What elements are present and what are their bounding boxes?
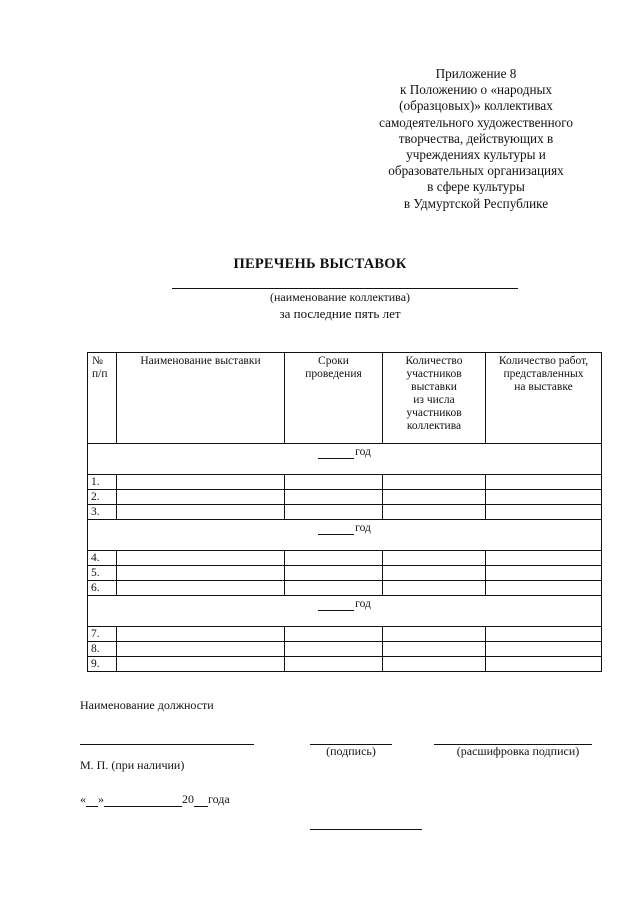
cell-participants[interactable] (383, 551, 486, 566)
table-header-row (88, 353, 602, 444)
appendix-line: творчества, действующих в (398, 130, 554, 146)
header-number: № п/п (88, 353, 117, 444)
exhibitions-table (87, 352, 602, 672)
appendix-line: к Положению о «народных (400, 82, 552, 98)
cell-works[interactable] (486, 566, 602, 581)
date-century: 20 (182, 792, 194, 806)
header-works: Количество работ, представленных на выставке (486, 353, 602, 444)
cell-participants[interactable] (383, 642, 486, 657)
cell-participants[interactable] (383, 505, 486, 520)
table-row (88, 581, 602, 596)
table-row (88, 475, 602, 490)
date-close-quote: » (98, 792, 104, 806)
appendix-line: в сфере культуры (427, 179, 525, 195)
cell-dates[interactable] (285, 657, 383, 672)
cell-works[interactable] (486, 627, 602, 642)
date-open-quote: « (80, 792, 86, 806)
row-number: 2. (88, 490, 117, 505)
year-row (88, 444, 602, 475)
table-row (88, 505, 602, 520)
cell-exhibition-name[interactable] (117, 642, 285, 657)
signature-decode-caption: (расшифровка подписи) (456, 744, 580, 758)
cell-works[interactable] (486, 490, 602, 505)
collective-name-caption: (наименование коллектива) (269, 290, 411, 304)
cell-exhibition-name[interactable] (117, 657, 285, 672)
appendix-line: учреждениях культуры и (406, 147, 546, 163)
bottom-signature-line[interactable] (310, 829, 422, 830)
cell-dates[interactable] (285, 551, 383, 566)
cell-exhibition-name[interactable] (117, 505, 285, 520)
appendix-line: в Удмуртской Республике (403, 195, 549, 211)
cell-dates[interactable] (285, 475, 383, 490)
table-row (88, 566, 602, 581)
cell-exhibition-name[interactable] (117, 581, 285, 596)
appendix-reference (360, 66, 592, 212)
cell-dates[interactable] (285, 566, 383, 581)
date-month-field[interactable] (104, 795, 182, 807)
header-participants: Количество участников выставки из числа участников коллектива (383, 353, 486, 444)
table-row (88, 642, 602, 657)
year-row (88, 520, 602, 551)
year-row (88, 596, 602, 627)
cell-dates[interactable] (285, 490, 383, 505)
row-number: 8. (88, 642, 117, 657)
cell-participants[interactable] (383, 627, 486, 642)
year-cell[interactable]: год (88, 520, 602, 551)
cell-dates[interactable] (285, 505, 383, 520)
table-row (88, 490, 602, 505)
table-row (88, 627, 602, 642)
appendix-line: Приложение 8 (435, 66, 517, 81)
stamp-label: М. П. (при наличии) (80, 758, 185, 772)
cell-works[interactable] (486, 551, 602, 566)
table-row (88, 551, 602, 566)
cell-participants[interactable] (383, 581, 486, 596)
row-number: 4. (88, 551, 117, 566)
date-suffix: года (208, 792, 230, 806)
cell-works[interactable] (486, 657, 602, 672)
date-day-field[interactable] (86, 795, 98, 807)
row-number: 9. (88, 657, 117, 672)
cell-works[interactable] (486, 505, 602, 520)
date-line (80, 792, 230, 807)
signature-caption: (подпись) (326, 744, 376, 758)
cell-participants[interactable] (383, 490, 486, 505)
cell-dates[interactable] (285, 642, 383, 657)
cell-exhibition-name[interactable] (117, 490, 285, 505)
cell-exhibition-name[interactable] (117, 627, 285, 642)
table-row (88, 657, 602, 672)
collective-name-line (172, 288, 518, 289)
document-title: ПЕРЕЧЕНЬ ВЫСТАВОК (233, 256, 407, 272)
cell-participants[interactable] (383, 657, 486, 672)
appendix-line: образовательных организациях (388, 163, 564, 179)
row-number: 6. (88, 581, 117, 596)
header-exhibition-name: Наименование выставки (117, 353, 285, 444)
cell-dates[interactable] (285, 627, 383, 642)
year-cell[interactable]: год (88, 444, 602, 475)
year-cell[interactable]: год (88, 596, 602, 627)
cell-dates[interactable] (285, 581, 383, 596)
cell-exhibition-name[interactable] (117, 566, 285, 581)
cell-works[interactable] (486, 642, 602, 657)
cell-exhibition-name[interactable] (117, 551, 285, 566)
cell-participants[interactable] (383, 475, 486, 490)
date-year-field[interactable] (194, 795, 208, 807)
cell-participants[interactable] (383, 566, 486, 581)
cell-works[interactable] (486, 581, 602, 596)
row-number: 5. (88, 566, 117, 581)
appendix-line: самодеятельного художественного (379, 114, 573, 130)
period-caption: за последние пять лет (279, 306, 401, 321)
position-title-label: Наименование должности (80, 698, 214, 712)
row-number: 3. (88, 505, 117, 520)
cell-exhibition-name[interactable] (117, 475, 285, 490)
row-number: 1. (88, 475, 117, 490)
row-number: 7. (88, 627, 117, 642)
header-dates: Сроки проведения (285, 353, 383, 444)
appendix-line: (образцовых)» коллективах (399, 98, 553, 114)
position-line[interactable] (80, 744, 254, 745)
cell-works[interactable] (486, 475, 602, 490)
